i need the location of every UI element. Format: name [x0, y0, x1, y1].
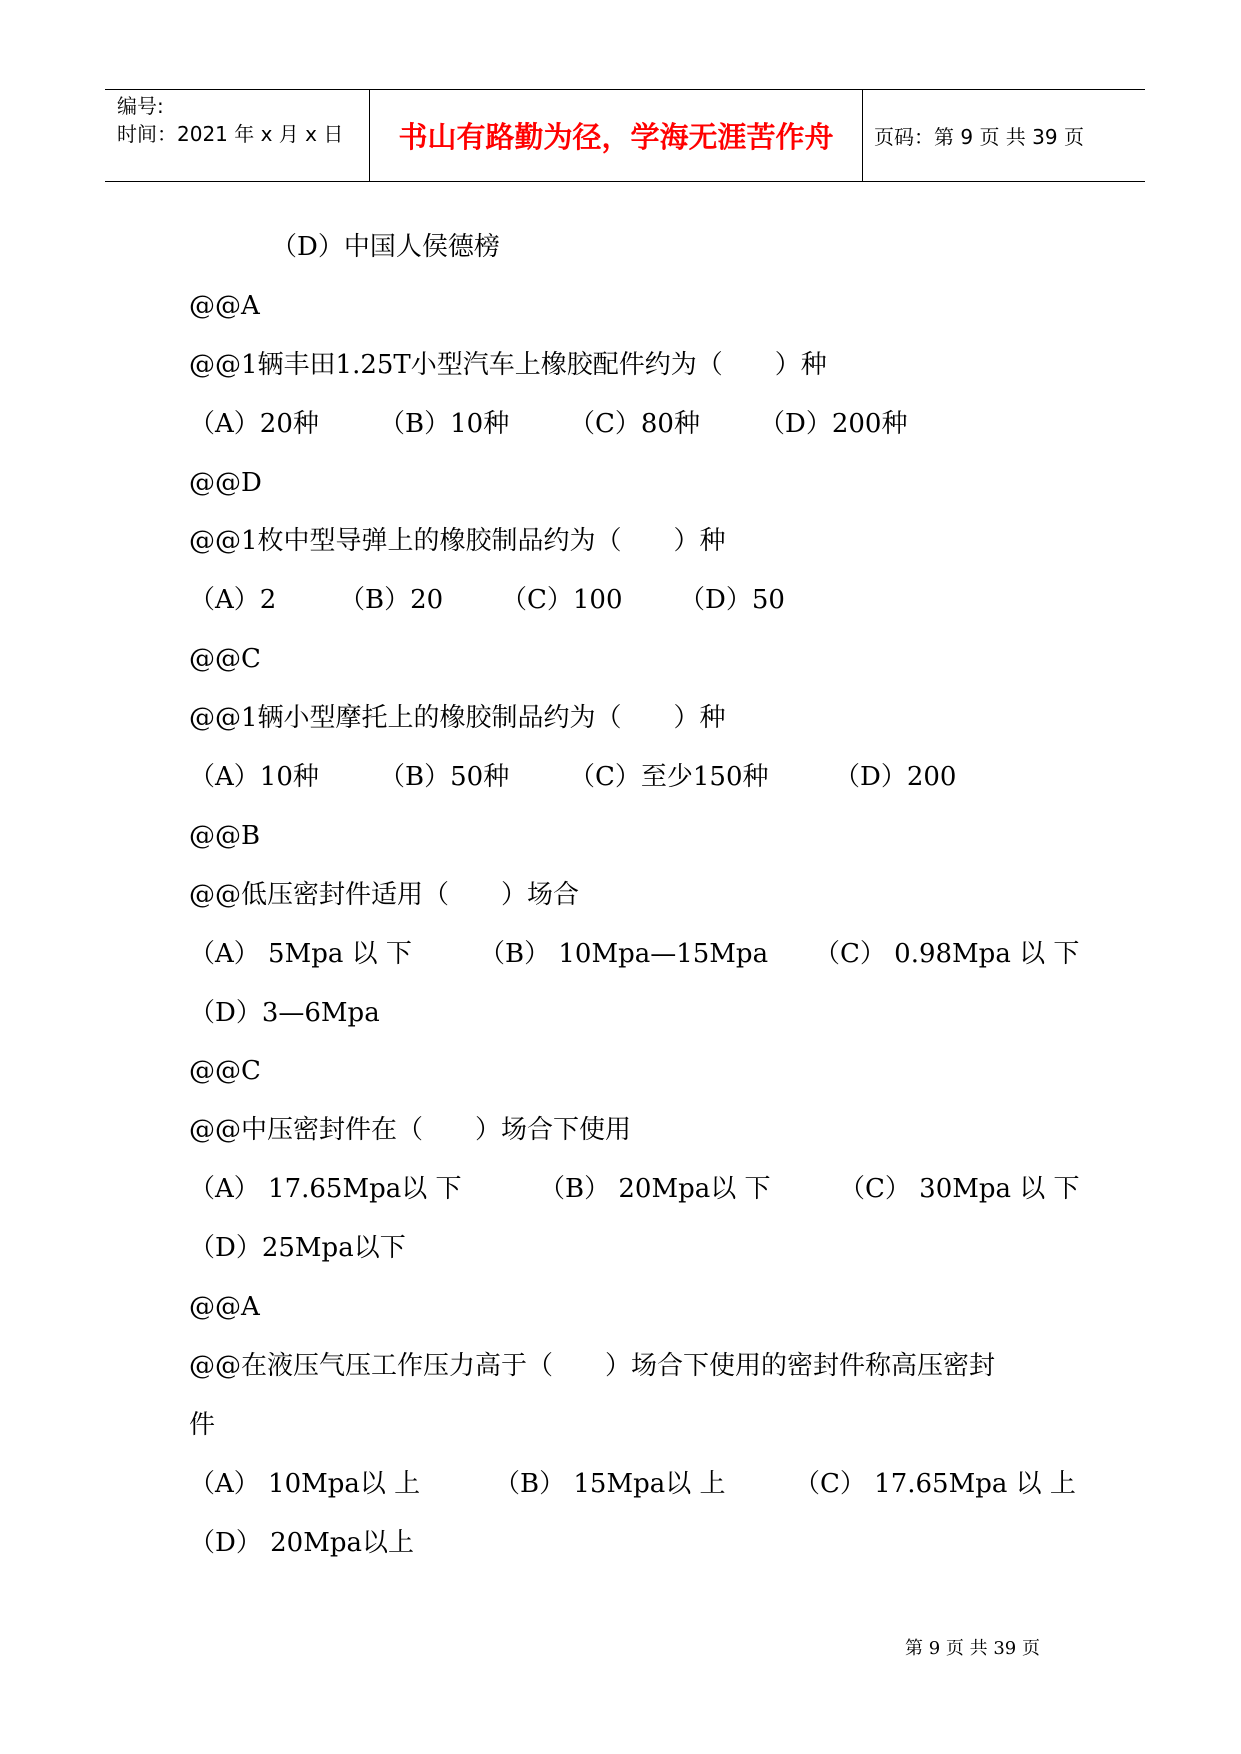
option-d: （D）50	[679, 585, 785, 616]
options-row	[189, 748, 1069, 807]
question-line: @@低压密封件适用（ ）场合	[189, 879, 580, 910]
question-line: @@中压密封件在（ ）场合下使用	[189, 1115, 632, 1146]
option-a: （A） 5Mpa 以 下	[189, 938, 412, 969]
option-d: （D）200	[834, 762, 957, 793]
question-line: @@1辆丰田1.25T小型汽车上橡胶配件约为（ ）种	[189, 349, 827, 380]
option-a: （A） 10Mpa以 上	[189, 1468, 421, 1499]
option-c: （C）100	[501, 585, 623, 616]
answer-line: @@D	[189, 467, 262, 498]
option-c: （C） 30Mpa 以 下	[839, 1174, 1080, 1205]
header-divider	[369, 90, 370, 181]
question-line: @@1辆小型摩托上的橡胶制品约为（ ）种	[189, 703, 726, 734]
answer-line: @@B	[189, 820, 261, 851]
serial-number-label: 编号:	[117, 94, 164, 118]
option-b: （B）10种	[379, 408, 510, 439]
option-line: （D）中国人侯德榜	[271, 232, 500, 262]
option-b: （B）50种	[379, 762, 510, 793]
option-c: （C）至少150种	[569, 762, 769, 793]
option-a: （A）2	[189, 585, 277, 616]
question-continuation: 件	[189, 1409, 216, 1440]
header-meta	[117, 92, 343, 148]
answer-line: @@A	[189, 1292, 260, 1323]
options-row	[189, 925, 1080, 984]
answer-line: @@A	[189, 290, 260, 321]
question-line: @@在液压气压工作压力高于（ ）场合下使用的密封件称高压密封	[189, 1350, 996, 1381]
header-motto: 书山有路勤为径，学海无涯苦作舟	[398, 120, 834, 154]
option-d: （D）200种	[759, 408, 908, 439]
answer-line: @@C	[189, 1056, 261, 1087]
option-c: （C）80种	[569, 408, 700, 439]
page-footer: 第 9 页 共 39 页	[905, 1638, 1040, 1659]
option-b: （B） 15Mpa以 上	[494, 1468, 726, 1499]
header-divider	[862, 90, 863, 181]
option-b: （B） 20Mpa以 下	[539, 1174, 771, 1205]
option-line: （D）3—6Mpa	[189, 997, 380, 1028]
question-line: @@1枚中型导弹上的橡胶制品约为（ ）种	[189, 526, 726, 557]
option-c: （C） 0.98Mpa 以 下	[814, 938, 1080, 969]
time-label: 时间：2021 年 x 月 x 日	[117, 122, 344, 146]
option-b: （B） 10Mpa—15Mpa	[479, 938, 769, 969]
options-row	[189, 1160, 1080, 1219]
option-line: （D）25Mpa以下	[189, 1233, 406, 1264]
page-header	[105, 89, 1145, 182]
options-row	[189, 395, 1069, 454]
options-row	[189, 1455, 1076, 1514]
document-body	[189, 218, 1080, 1572]
header-page-number: 页码：第 9 页 共 39 页	[874, 125, 1084, 149]
option-a: （A）10种	[189, 762, 319, 793]
option-line: （D） 20Mpa以上	[189, 1527, 414, 1558]
option-a: （A）20种	[189, 408, 319, 439]
option-c: （C） 17.65Mpa 以 上	[794, 1468, 1076, 1499]
options-row	[189, 571, 1069, 630]
answer-line: @@C	[189, 644, 261, 675]
option-a: （A） 17.65Mpa以 下	[189, 1174, 462, 1205]
option-b: （B）20	[339, 585, 444, 616]
